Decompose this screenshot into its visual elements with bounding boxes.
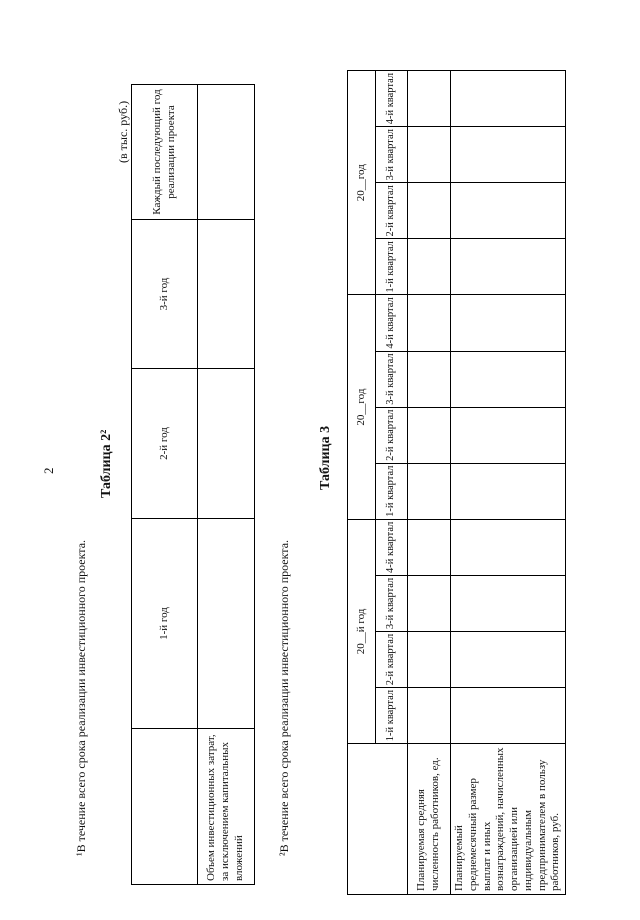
- footnote-1: ¹В течение всего срока реализации инвестиционного проекта.: [74, 539, 88, 856]
- table2-cell: [198, 369, 255, 519]
- table3-cell: [408, 407, 451, 463]
- page-number: 2: [41, 467, 56, 474]
- table3-cell: [408, 239, 451, 295]
- table2-row-label: Объем инвестиционных затрат, за исключением капитальных вложений: [198, 729, 255, 885]
- table2-header-year1: 1-й год: [132, 519, 198, 729]
- table3-cell: [408, 631, 451, 687]
- table3-quarter: 2-й квартал: [376, 631, 408, 687]
- table3-year-1: 20__й год: [348, 519, 376, 743]
- table3-quarter: 3-й квартал: [376, 575, 408, 631]
- table3-quarter: 4-й квартал: [376, 71, 408, 127]
- table2-header-year3: 3-й год: [132, 220, 198, 369]
- table3-quarter: 4-й квартал: [376, 295, 408, 351]
- footnote-2: ²В течение всего срока реализации инвестиционного проекта.: [277, 539, 291, 856]
- table3-cell: [408, 71, 451, 127]
- table3-quarter: 3-й квартал: [376, 351, 408, 407]
- table3-cell: [451, 351, 566, 407]
- table3-year-3: 20__год: [348, 71, 376, 295]
- table3-cell: [408, 351, 451, 407]
- table3-quarter: 4-й квартал: [376, 519, 408, 575]
- table2-cell: [198, 519, 255, 729]
- table2-unit: (в тыс. руб.): [116, 100, 130, 163]
- table3-cell: [408, 519, 451, 575]
- table3-header-empty: [348, 744, 408, 895]
- table3-cell: [408, 295, 451, 351]
- table3-cell: [408, 575, 451, 631]
- table3-cell: [451, 631, 566, 687]
- table3-cell: [408, 463, 451, 519]
- table3-quarter: 2-й квартал: [376, 183, 408, 239]
- table3-row-label-salary: Планируемый среднемесячный размер выплат и иных вознаграждений, начисленных организацией или индивидуальным предпринимателем в пользу работников, руб.: [451, 744, 566, 895]
- table2-header-year2: 2-й год: [132, 369, 198, 519]
- table3-cell: [451, 295, 566, 351]
- table3-cell: [451, 183, 566, 239]
- table2-header-empty: [132, 729, 198, 885]
- table3-cell: [451, 407, 566, 463]
- table2-cell: [198, 220, 255, 369]
- table3-title: Таблица 3: [318, 425, 333, 490]
- table3-cell: [408, 688, 451, 744]
- table3-quarter: 3-й квартал: [376, 127, 408, 183]
- table3-quarter: 1-й квартал: [376, 688, 408, 744]
- table3-quarter: 1-й квартал: [376, 463, 408, 519]
- table2-cell: [198, 85, 255, 220]
- table3-cell: [451, 127, 566, 183]
- table3-quarter: 1-й квартал: [376, 239, 408, 295]
- table3-cell: [451, 239, 566, 295]
- table2-title: Таблица 2²: [99, 429, 114, 498]
- table3-cell: [408, 127, 451, 183]
- table2-header-each-next-year: Каждый последующий год реализации проекта: [132, 85, 198, 220]
- table3-wrapper: [347, 70, 566, 895]
- table3-cell: [408, 183, 451, 239]
- table3: [347, 70, 566, 895]
- table2-wrapper: [131, 84, 255, 885]
- table3-cell: [451, 688, 566, 744]
- table3-cell: [451, 519, 566, 575]
- table3-cell: [451, 71, 566, 127]
- table3-cell: [451, 575, 566, 631]
- table3-year-2: 20__год: [348, 295, 376, 519]
- table3-quarter: 2-й квартал: [376, 407, 408, 463]
- table2: [131, 84, 255, 885]
- table3-row-label-headcount: Планируемая средняя численность работников, ед.: [408, 744, 451, 895]
- table3-cell: [451, 463, 566, 519]
